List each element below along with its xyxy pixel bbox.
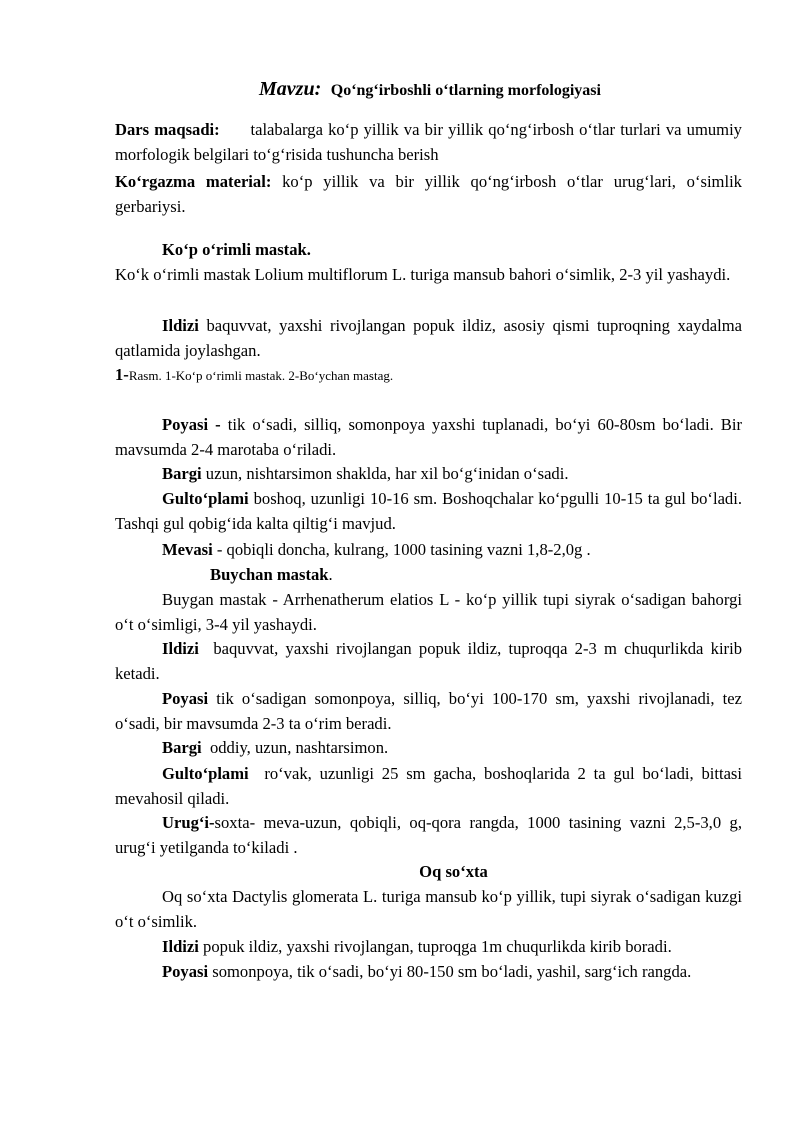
stem-text: tik o‘sadigan somonpoya, silliq, bo‘yi 100-170 sm, yaxshi rivojlanadi, tez o‘sadi, bir mavsumda 2-3 ta o‘rim beradi. (115, 689, 742, 733)
section-intro-2: Buygan mastak - Arrhenatherum elatios L - ko‘p yillik tupi siyrak o‘sadigan bahorgi o‘t o‘simligi, 3-4 yil yashaydi. (115, 590, 742, 634)
figure-caption (115, 362, 742, 388)
figure-text: Rasm. 1-Ko‘p o‘rimli mastak. 2-Bo‘ychan mastag. (128, 368, 394, 383)
stem-paragraph-3 (115, 959, 742, 984)
fruit-paragraph (115, 537, 742, 562)
seed-paragraph (115, 810, 742, 860)
root-paragraph (115, 313, 742, 363)
section-heading-text: Buychan mastak (210, 565, 329, 584)
leaf-text: oddiy, uzun, nashtarsimon. (209, 738, 389, 757)
leaf-paragraph-2 (115, 735, 742, 760)
leaf-text: uzun, nishtarsimon shaklda, har xil bo‘g‘inidan o‘sadi. (205, 464, 569, 483)
seed-label: Urug‘i- (162, 813, 215, 832)
title-label: Mavzu: (259, 78, 322, 100)
inflorescence-label: Gulto‘plami (162, 764, 249, 783)
section-intro-3: Oq so‘xta Dactylis glomerata L. turiga mansub ko‘p yillik, tupi siyrak o‘sadigan kuzgi o‘t o‘simlik. (115, 887, 742, 931)
fruit-text: - qobiqli doncha, kulrang, 1000 tasining vazni 1,8-2,0g . (216, 540, 591, 559)
inflorescence-label: Gulto‘plami (162, 489, 249, 508)
root-paragraph-3 (115, 934, 742, 959)
title-text: Qo‘ng‘irboshli o‘tlarning morfologiyasi (330, 82, 601, 99)
stem-label: Poyasi (162, 962, 209, 981)
inflorescence-paragraph-2 (115, 761, 742, 811)
section-heading-3: Oq so‘xta (419, 862, 488, 881)
section-heading: Ko‘p o‘rimli mastak. (162, 240, 311, 259)
section-heading-2: Buychan mastak. (210, 565, 333, 584)
section-intro: Ko‘k o‘rimli mastak Lolium multiflorum L. turiga mansub bahori o‘simlik, 2-3 yil yashaydi. (115, 265, 731, 284)
goal-label: Dars maqsadi: (115, 120, 220, 139)
page-title (0, 78, 800, 102)
stem-label: Poyasi (162, 689, 209, 708)
stem-text: somonpoya, tik o‘sadi, bo‘yi 80-150 sm bo‘ladi, yashil, sarg‘ich rangda. (212, 962, 692, 981)
leaf-paragraph (115, 461, 742, 486)
material-label: Ko‘rgazma material: (115, 172, 272, 191)
inflorescence-paragraph (115, 486, 742, 536)
seed-text: soxta- meva-uzun, qobiqli, oq-qora rangda, 1000 tasining vazni 2,5-3,0 g, urug‘i yetilganda to‘kiladi . (115, 813, 742, 857)
lesson-goal (115, 117, 742, 167)
figure-number: 1- (115, 365, 129, 384)
exhibition-material (115, 169, 742, 219)
stem-label: Poyasi - (162, 415, 221, 434)
stem-paragraph-2 (115, 686, 742, 736)
root-label: Ildizi (162, 316, 199, 335)
leaf-label: Bargi (162, 464, 202, 483)
root-paragraph-2 (115, 636, 742, 686)
fruit-label: Mevasi (162, 540, 213, 559)
stem-text: tik o‘sadi, silliq, somonpoya yaxshi tuplanadi, bo‘yi 60-80sm bo‘ladi. Bir mavsumda 2-4 marotaba o‘riladi. (115, 415, 742, 459)
inflorescence-text: ro‘vak, uzunligi 25 sm gacha, boshoqlarida 2 ta gul bo‘ladi, bittasi mevahosil qiladi. (115, 764, 743, 808)
leaf-label: Bargi (162, 738, 202, 757)
material-text: ko‘p yillik va bir yillik qo‘ng‘irbosh o‘tlar urug‘lari, o‘simlik gerbariysi. (115, 172, 742, 216)
stem-paragraph (115, 412, 742, 462)
inflorescence-text: boshoq, uzunligi 10-16 sm. Boshoqchalar ko‘pgulli 10-15 ta gul bo‘ladi. Tashqi gul qobig‘ida kalta qiltig‘i mavjud. (115, 489, 742, 533)
root-text: popuk ildiz, yaxshi rivojlangan, tuproqga 1m chuqurlikda kirib boradi. (203, 937, 672, 956)
root-text: baquvvat, yaxshi rivojlangan popuk ildiz, asosiy qismi tuproqning xaydalma qatlamida joylashgan. (115, 316, 742, 360)
root-label: Ildizi (162, 639, 199, 658)
goal-text: talabalarga ko‘p yillik va bir yillik qo‘ng‘irbosh o‘tlar turlari va umumiy morfologik belgilari to‘g‘risida tushuncha berish (115, 120, 742, 164)
root-label: Ildizi (162, 937, 199, 956)
root-text: baquvvat, yaxshi rivojlangan popuk ildiz, tuproqqa 2-3 m chuqurlikda kirib ketadi. (115, 639, 742, 683)
